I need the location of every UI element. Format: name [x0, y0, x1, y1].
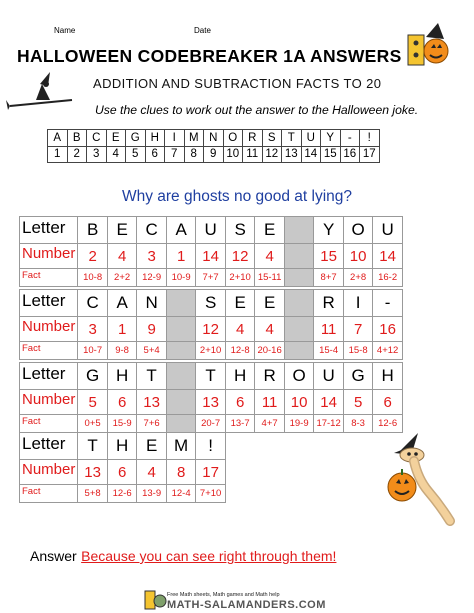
letter-cell: E	[107, 217, 137, 244]
fact-cell: 5+4	[137, 342, 167, 360]
fact-cell: 10-7	[78, 342, 108, 360]
fact-row	[20, 415, 403, 433]
letter-cell: O	[284, 363, 314, 390]
number-cell: 3	[137, 244, 167, 269]
word-gap-cell	[284, 244, 314, 269]
letter-cell: G	[343, 363, 373, 390]
number-cell: 14	[196, 244, 226, 269]
word-gap-cell	[166, 290, 196, 317]
cipher-letter: S	[262, 130, 282, 147]
fact-cell: 2+2	[107, 269, 137, 287]
fact-cell: 15-4	[314, 342, 344, 360]
row-label-fact: Fact	[20, 269, 78, 287]
fact-cell: 4+7	[255, 415, 285, 433]
cipher-letter: A	[48, 130, 68, 147]
letter-cell: T	[196, 363, 226, 390]
number-cell: 5	[343, 390, 373, 415]
letter-cell: H	[107, 433, 137, 460]
fact-cell: 13-9	[137, 485, 167, 503]
row-label-number: Number	[20, 317, 78, 342]
cipher-number: 1	[48, 146, 68, 163]
letter-cell: E	[255, 290, 285, 317]
number-cell: 1	[107, 317, 137, 342]
date-label: Date	[194, 26, 211, 35]
number-cell: 6	[107, 460, 137, 485]
cipher-number: 7	[165, 146, 185, 163]
fact-row	[20, 342, 403, 360]
cipher-number: 9	[204, 146, 224, 163]
footer-salamander-logo	[143, 589, 167, 611]
row-label-letter: Letter	[20, 433, 78, 460]
number-cell: 14	[373, 244, 403, 269]
cipher-letter: R	[243, 130, 263, 147]
number-cell: 4	[225, 317, 255, 342]
number-cell: 10	[284, 390, 314, 415]
fact-cell: 20-7	[196, 415, 226, 433]
word-gap-cell	[166, 317, 196, 342]
number-cell: 1	[166, 244, 196, 269]
letter-row	[20, 433, 226, 460]
word-gap-cell	[166, 415, 196, 433]
cipher-letter: H	[145, 130, 165, 147]
number-cell: 14	[314, 390, 344, 415]
fact-cell: 13-7	[225, 415, 255, 433]
answer-text: Because you can see right through them!	[81, 548, 337, 564]
letter-cell: A	[166, 217, 196, 244]
cipher-letter: B	[67, 130, 87, 147]
number-cell: 9	[137, 317, 167, 342]
puzzle-grid-1	[19, 216, 403, 287]
instructions: Use the clues to work out the answer to the Halloween joke.	[95, 103, 419, 117]
cipher-number: 15	[321, 146, 341, 163]
word-gap-cell	[166, 342, 196, 360]
number-row	[20, 390, 403, 415]
page-subtitle: ADDITION AND SUBTRACTION FACTS TO 20	[93, 76, 382, 91]
number-cell: 12	[196, 317, 226, 342]
cipher-letter: T	[282, 130, 302, 147]
fact-cell: 17-12	[314, 415, 344, 433]
cipher-letter: C	[87, 130, 107, 147]
fact-cell: 12-6	[107, 485, 137, 503]
fact-cell: 9-8	[107, 342, 137, 360]
number-cell: 11	[255, 390, 285, 415]
fact-cell: 15-9	[107, 415, 137, 433]
fact-cell: 15-11	[255, 269, 285, 287]
letter-cell: H	[225, 363, 255, 390]
fact-row	[20, 269, 403, 287]
fact-cell: 10-9	[166, 269, 196, 287]
cipher-number: 16	[340, 146, 360, 163]
letter-cell: R	[255, 363, 285, 390]
cipher-number: 5	[126, 146, 146, 163]
letter-cell: H	[107, 363, 137, 390]
answer-label: Answer	[30, 548, 77, 564]
fact-cell: 20-16	[255, 342, 285, 360]
cipher-letter: U	[301, 130, 321, 147]
fact-cell: 12-8	[225, 342, 255, 360]
cipher-letter: -	[340, 130, 360, 147]
row-label-fact: Fact	[20, 342, 78, 360]
word-gap-cell	[166, 363, 196, 390]
number-cell: 16	[373, 317, 403, 342]
page-title: HALLOWEEN CODEBREAKER 1A ANSWERS	[17, 46, 402, 66]
number-cell: 6	[107, 390, 137, 415]
name-label: Name	[54, 26, 76, 35]
cipher-letter: I	[165, 130, 185, 147]
fact-cell: 19-9	[284, 415, 314, 433]
cipher-number: 12	[262, 146, 282, 163]
fact-cell: 10-8	[78, 269, 108, 287]
letter-cell: Y	[314, 217, 344, 244]
number-cell: 4	[107, 244, 137, 269]
letter-cell: H	[373, 363, 403, 390]
row-label-fact: Fact	[20, 415, 78, 433]
number-cell: 3	[78, 317, 108, 342]
fact-row	[20, 485, 226, 503]
row-label-letter: Letter	[20, 363, 78, 390]
number-cell: 6	[225, 390, 255, 415]
letter-cell: U	[373, 217, 403, 244]
cipher-letter: M	[184, 130, 204, 147]
word-gap-cell	[284, 217, 314, 244]
fact-cell: 7+7	[196, 269, 226, 287]
cipher-key-table	[47, 129, 380, 163]
letter-cell: B	[78, 217, 108, 244]
letter-cell: U	[196, 217, 226, 244]
joke-question: Why are ghosts no good at lying?	[121, 188, 353, 205]
salamander-witch-hat-pumpkin-icon	[384, 431, 460, 527]
cipher-number: 6	[145, 146, 165, 163]
cipher-letter: Y	[321, 130, 341, 147]
number-cell: 15	[314, 244, 344, 269]
cipher-number: 17	[360, 146, 380, 163]
number-cell: 13	[196, 390, 226, 415]
cipher-number: 11	[243, 146, 263, 163]
word-gap-cell	[284, 317, 314, 342]
letter-cell: I	[343, 290, 373, 317]
number-cell: 4	[255, 244, 285, 269]
fact-cell: 7+6	[137, 415, 167, 433]
cipher-number: 4	[106, 146, 126, 163]
letter-cell: E	[255, 217, 285, 244]
word-gap-cell	[284, 342, 314, 360]
number-cell: 6	[373, 390, 403, 415]
fact-cell: 8+7	[314, 269, 344, 287]
cipher-number: 2	[67, 146, 87, 163]
letter-cell: G	[78, 363, 108, 390]
row-label-number: Number	[20, 460, 78, 485]
witch-on-broom-icon	[6, 70, 86, 112]
puzzle-grid-4	[19, 432, 226, 503]
cipher-letter: G	[126, 130, 146, 147]
number-cell: 4	[255, 317, 285, 342]
word-gap-cell	[284, 290, 314, 317]
letter-cell: T	[137, 363, 167, 390]
fact-cell: 2+10	[196, 342, 226, 360]
cipher-number: 10	[223, 146, 243, 163]
fact-cell: 7+10	[196, 485, 226, 503]
cipher-letter-row	[48, 130, 380, 147]
letter-cell: S	[225, 217, 255, 244]
number-row	[20, 244, 403, 269]
row-label-number: Number	[20, 244, 78, 269]
letter-cell: M	[166, 433, 196, 460]
letter-cell: E	[225, 290, 255, 317]
fact-cell: 12-9	[137, 269, 167, 287]
cipher-number: 13	[282, 146, 302, 163]
letter-cell: T	[78, 433, 108, 460]
number-cell: 10	[343, 244, 373, 269]
number-cell: 11	[314, 317, 344, 342]
cipher-number: 3	[87, 146, 107, 163]
fact-cell: 8-3	[343, 415, 373, 433]
cipher-letter: E	[106, 130, 126, 147]
cipher-letter: O	[223, 130, 243, 147]
letter-cell: S	[196, 290, 226, 317]
letter-cell: A	[107, 290, 137, 317]
footer-brand[interactable]: MATH-SALAMANDERS.COM	[167, 599, 326, 611]
letter-cell: -	[373, 290, 403, 317]
row-label-letter: Letter	[20, 290, 78, 317]
fact-cell: 15-8	[343, 342, 373, 360]
fact-cell: 12-4	[166, 485, 196, 503]
row-label-number: Number	[20, 390, 78, 415]
number-cell: 7	[343, 317, 373, 342]
word-gap-cell	[284, 269, 314, 287]
answer-line	[30, 548, 336, 566]
number-row	[20, 460, 226, 485]
fact-cell: 12-6	[373, 415, 403, 433]
cipher-letter: N	[204, 130, 224, 147]
letter-row	[20, 217, 403, 244]
number-cell: 8	[166, 460, 196, 485]
cipher-number: 8	[184, 146, 204, 163]
letter-cell: O	[343, 217, 373, 244]
puzzle-grid-2	[19, 289, 403, 360]
letter-cell: E	[137, 433, 167, 460]
number-cell: 13	[137, 390, 167, 415]
fact-cell: 0+5	[78, 415, 108, 433]
cipher-letter: !	[360, 130, 380, 147]
fact-cell: 2+8	[343, 269, 373, 287]
number-cell: 4	[137, 460, 167, 485]
salamander-pumpkin-logo	[404, 21, 454, 71]
footer-tagline: Free Math sheets, Math games and Math help	[167, 592, 280, 598]
number-cell: 2	[78, 244, 108, 269]
letter-row	[20, 290, 403, 317]
cipher-number: 14	[301, 146, 321, 163]
letter-cell: N	[137, 290, 167, 317]
fact-cell: 16-2	[373, 269, 403, 287]
number-cell: 13	[78, 460, 108, 485]
puzzle-grid-3	[19, 362, 403, 433]
number-cell: 17	[196, 460, 226, 485]
word-gap-cell	[166, 390, 196, 415]
number-row	[20, 317, 403, 342]
row-label-fact: Fact	[20, 485, 78, 503]
row-label-letter: Letter	[20, 217, 78, 244]
letter-cell: R	[314, 290, 344, 317]
number-cell: 5	[78, 390, 108, 415]
fact-cell: 5+8	[78, 485, 108, 503]
letter-cell: C	[78, 290, 108, 317]
letter-cell: !	[196, 433, 226, 460]
letter-cell: C	[137, 217, 167, 244]
fact-cell: 2+10	[225, 269, 255, 287]
number-cell: 12	[225, 244, 255, 269]
fact-cell: 4+12	[373, 342, 403, 360]
letter-cell: U	[314, 363, 344, 390]
cipher-number-row	[48, 146, 380, 163]
letter-row	[20, 363, 403, 390]
